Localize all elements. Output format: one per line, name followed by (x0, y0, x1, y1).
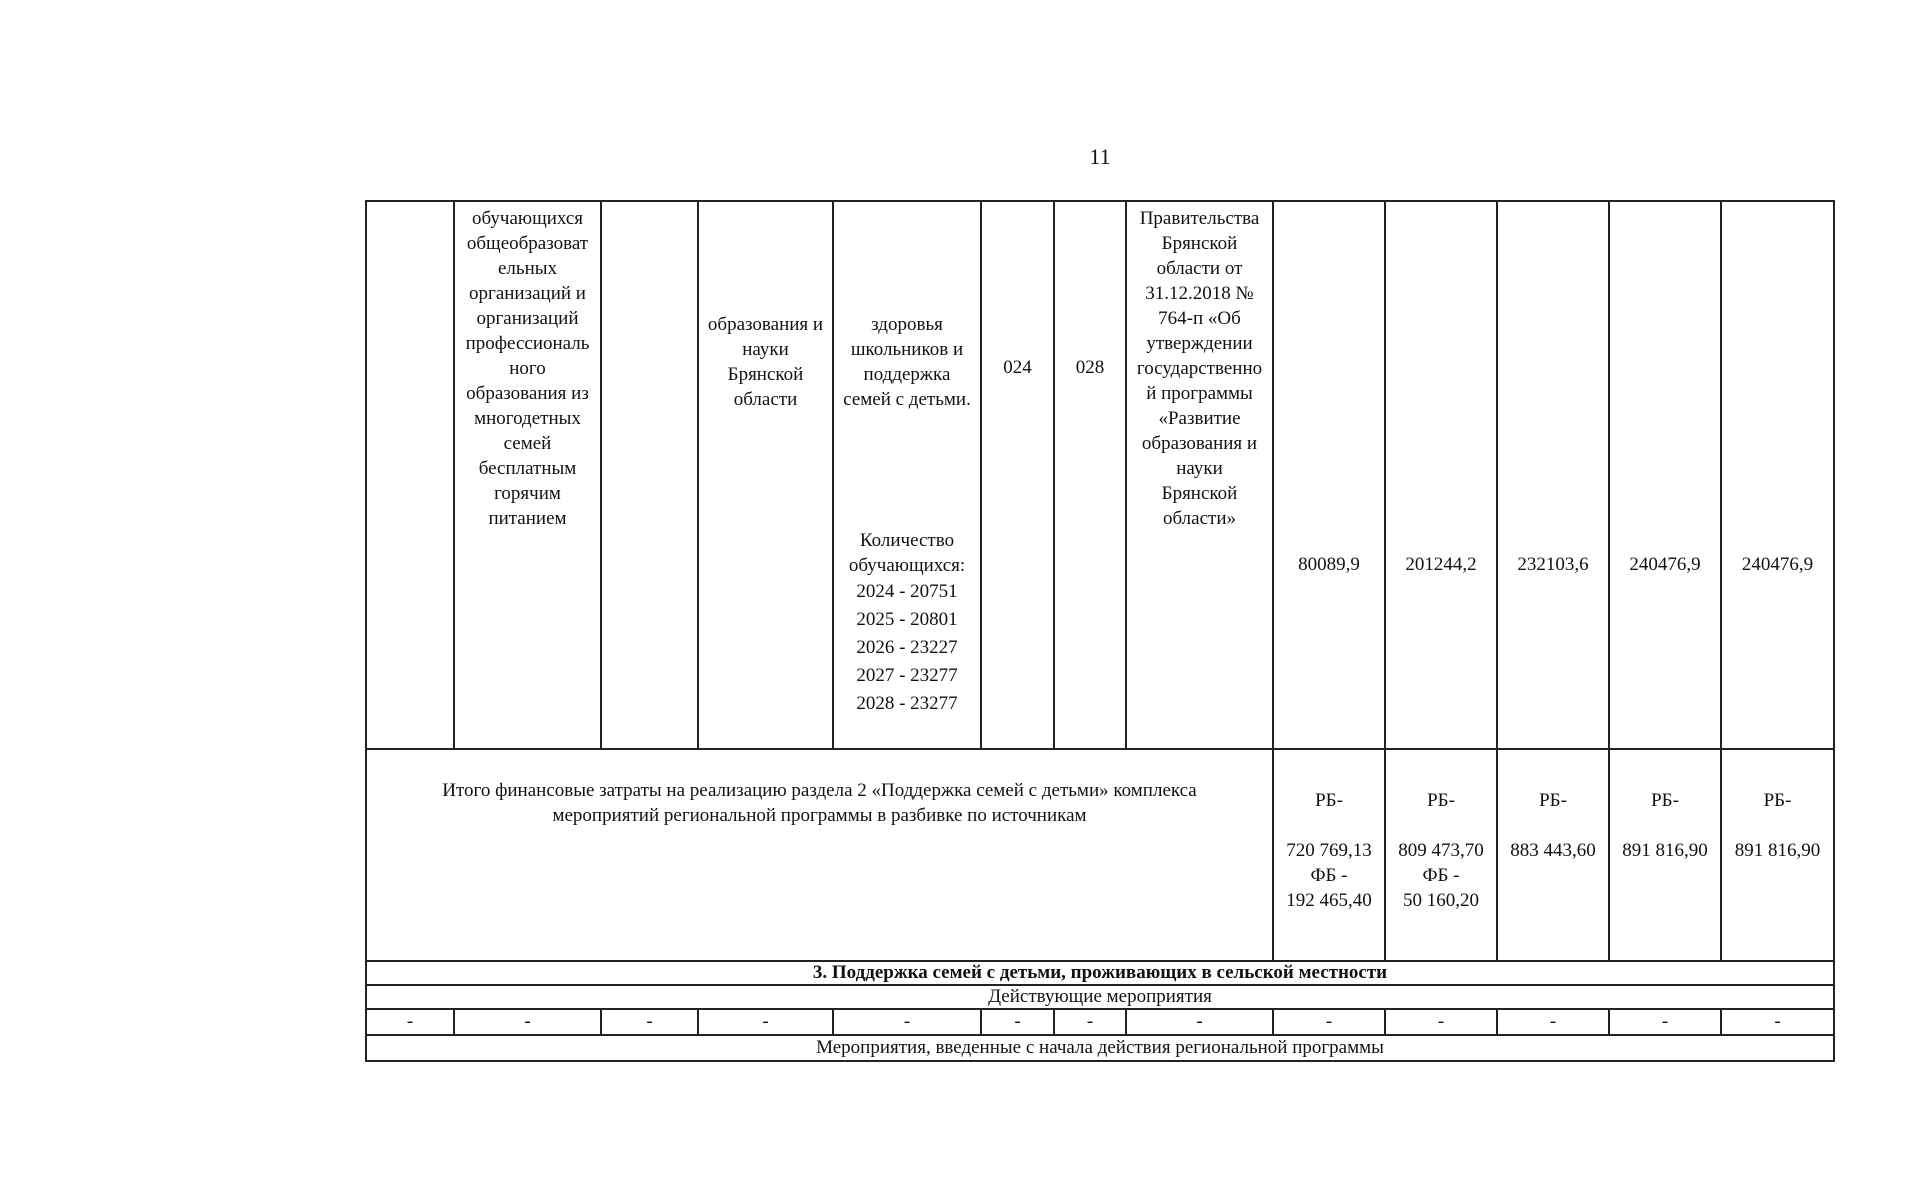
student-count-label: Количество обучающихся: (848, 530, 966, 576)
indicator-goal: здоровья школьников и поддержка семей с детьми. (843, 314, 971, 410)
cell-empty (601, 201, 698, 749)
dash-cell: - (1721, 1009, 1834, 1035)
cell-value-2026 (1497, 201, 1609, 749)
dash-cell: - (1609, 1009, 1721, 1035)
totals-2024: РБ- 720 769,13 ФБ - 192 465,40 (1273, 749, 1385, 961)
student-count-2026: 2026 - 23227 (856, 637, 958, 658)
cell-indicator (833, 201, 981, 749)
dash-cell: - (1385, 1009, 1497, 1035)
page-number: 11 (1089, 144, 1111, 169)
cell-executor: образования и науки Брянской области (698, 201, 833, 749)
value-2028: 240476,9 (1741, 554, 1814, 575)
new-measures-heading: Мероприятия, введенные с начала действия региональной программы (366, 1035, 1834, 1061)
new-measures-row (366, 1035, 1834, 1061)
dash-cell: - (366, 1009, 454, 1035)
measure-row (366, 201, 1834, 749)
cell-value-2028 (1721, 201, 1834, 749)
dash-cell: - (1054, 1009, 1126, 1035)
totals-label: Итого финансовые затраты на реализацию раздела 2 «Поддержка семей с детьми» комплекса мероприятий региональной программы в разбивке по источникам (366, 749, 1273, 961)
cell-end-year: 028 (1054, 201, 1126, 749)
dash-cell: - (1497, 1009, 1609, 1035)
current-measures-row (366, 985, 1834, 1009)
cell-start-year: 024 (981, 201, 1054, 749)
student-count-2027: 2027 - 23277 (856, 665, 958, 686)
cell-value-2025 (1385, 201, 1497, 749)
dash-cell: - (981, 1009, 1054, 1035)
value-2026: 232103,6 (1517, 554, 1589, 575)
student-count-block (836, 528, 978, 718)
dash-cell: - (833, 1009, 981, 1035)
totals-2028: РБ- 891 816,90 (1721, 749, 1834, 961)
student-count-2024: 2024 - 20751 (856, 581, 958, 602)
cell-measure-name: обучающихся общеобразоват ельных организаций и организаций профессиональ ного образования из многодетных семей бесплатным горячим питанием (454, 201, 601, 749)
cell-value-2027 (1609, 201, 1721, 749)
value-2024: 80089,9 (1298, 554, 1360, 575)
dash-cell: - (698, 1009, 833, 1035)
value-2027: 240476,9 (1629, 554, 1701, 575)
dash-cell: - (601, 1009, 698, 1035)
section3-title-row (366, 961, 1834, 985)
cell-value-2024 (1273, 201, 1385, 749)
student-count-2028: 2028 - 23277 (856, 693, 958, 714)
value-2025: 201244,2 (1405, 554, 1477, 575)
totals-2026: РБ- 883 443,60 (1497, 749, 1609, 961)
dash-cell: - (1273, 1009, 1385, 1035)
current-measures-heading: Действующие мероприятия (366, 985, 1834, 1009)
cell-number (366, 201, 454, 749)
dash-cell: - (1126, 1009, 1273, 1035)
cell-legal-basis: Правительства Брянской области от 31.12.2018 № 764-п «Об утверждении государственно й программы «Развитие образования и науки Брянской области» (1126, 201, 1273, 749)
dash-row (366, 1009, 1834, 1035)
totals-row (366, 749, 1834, 961)
totals-2027: РБ- 891 816,90 (1609, 749, 1721, 961)
dash-cell: - (454, 1009, 601, 1035)
totals-2025: РБ- 809 473,70 ФБ - 50 160,20 (1385, 749, 1497, 961)
student-count-2025: 2025 - 20801 (856, 609, 958, 630)
program-table (365, 200, 1835, 1062)
section3-title: 3. Поддержка семей с детьми, проживающих в сельской местности (366, 961, 1834, 985)
